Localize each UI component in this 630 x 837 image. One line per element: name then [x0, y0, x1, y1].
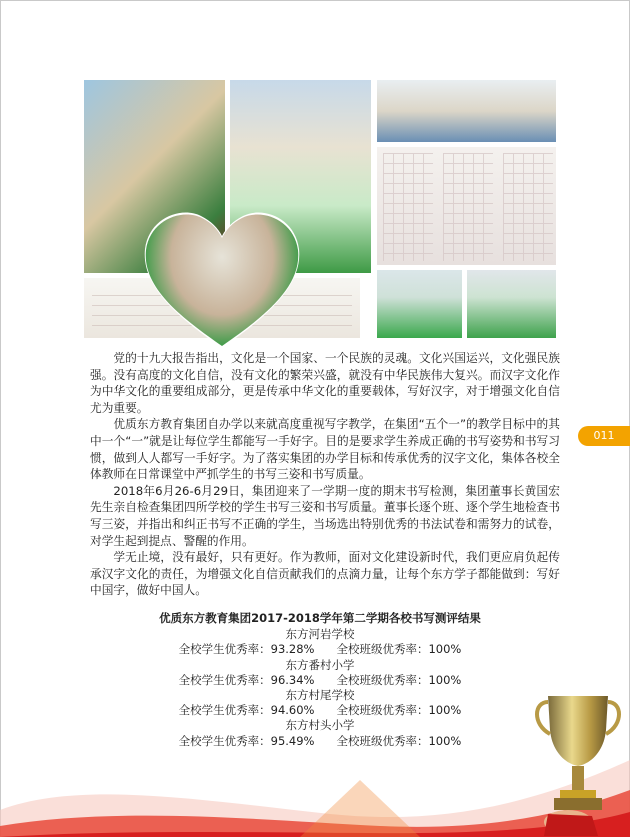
photo-classroom-wide: [375, 78, 558, 144]
student-rate-label: 全校学生优秀率：: [178, 672, 271, 687]
student-rate-value: 96.34%: [270, 672, 315, 687]
school-name: 东方河岩学校: [285, 627, 355, 642]
class-rate-label: 全校班级优秀率：: [336, 672, 429, 687]
school-name: 东方村头小学: [285, 718, 355, 733]
article-body: [90, 350, 560, 599]
class-rate-label: 全校班级优秀率：: [336, 733, 429, 748]
paragraph: 党的十九大报告指出，文化是一个国家、一个民族的灵魂。文化兴国运兴，文化强民族强。没有高度的文化自信，没有文化的繁荣兴盛，就没有中华民族伟大复兴。而汉字文化作为中华文化的重要组成部分，更是传承中华文化的重要载体，写好汉字，对于增强文化自信尤为重要。: [90, 351, 560, 415]
paragraph: 2018年6月26-6月29日，集团迎来了一学期一度的期末书写检测，集团董事长黄国宏先生亲自检查集团四所学校的学生书写三姿和书写质量。董事长逐个班、逐个学生地检查书写三姿，并指出和纠正书写不正确的学生，当场选出特别优秀的书法试卷和需努力的试卷，对学生起到提点、警醒的作用。: [90, 483, 560, 548]
class-rate-label: 全校班级优秀率：: [336, 642, 429, 657]
student-rate-value: 94.60%: [270, 703, 315, 718]
class-rate-label: 全校班级优秀率：: [336, 703, 429, 718]
student-rate-value: 95.49%: [270, 733, 315, 748]
photo-students-writing-2: [465, 268, 558, 340]
school-name: 东方村尾学校: [285, 688, 355, 703]
page-number-tab: 011: [578, 426, 630, 446]
school-name: 东方番村小学: [285, 657, 355, 672]
student-rate-label: 全校学生优秀率：: [178, 703, 271, 718]
class-rate-value: 100%: [428, 642, 462, 657]
school-rates: [80, 642, 560, 657]
writing-sheet: [383, 153, 433, 261]
student-rate-label: 全校学生优秀率：: [178, 733, 271, 748]
school-rates: [80, 703, 560, 718]
student-rate-value: 93.28%: [270, 642, 315, 657]
class-rate-value: 100%: [428, 672, 462, 687]
class-rate-value: 100%: [428, 703, 462, 718]
trophy-icon: [528, 690, 628, 836]
paragraph: 学无止境，没有最好，只有更好。作为教师，面对文化建设新时代，我们更应肩负起传承汉字文化的责任，为增强文化自信贡献我们的点滴力量，让每个东方学子都能做到：写好中国字，做好中国人。: [90, 550, 560, 598]
photo-writing-sheets: [375, 145, 558, 267]
student-rate-label: 全校学生优秀率：: [178, 642, 271, 657]
photo-students-writing: [375, 268, 464, 340]
class-rate-value: 100%: [428, 733, 462, 748]
results-section: [80, 611, 560, 749]
results-title: 优质东方教育集团2017-2018学年第二学期各校书写测评结果: [159, 611, 481, 625]
paragraph: 优质东方教育集团自办学以来就高度重视写字教学，在集团“五个一”的教学目标中的其中一个“一”就是让每位学生都能写一手好字。目的是要求学生养成正确的书写姿势和书写习惯，做到人人都写一手好字。为了落实集团的办学目标和传承优秀的汉字文化，集体各校全体教师在日常课堂中严抓学生的书写三姿和书写质量。: [90, 417, 560, 482]
school-rates: [80, 673, 560, 688]
writing-sheet: [443, 153, 493, 261]
writing-sheet: [503, 153, 553, 261]
